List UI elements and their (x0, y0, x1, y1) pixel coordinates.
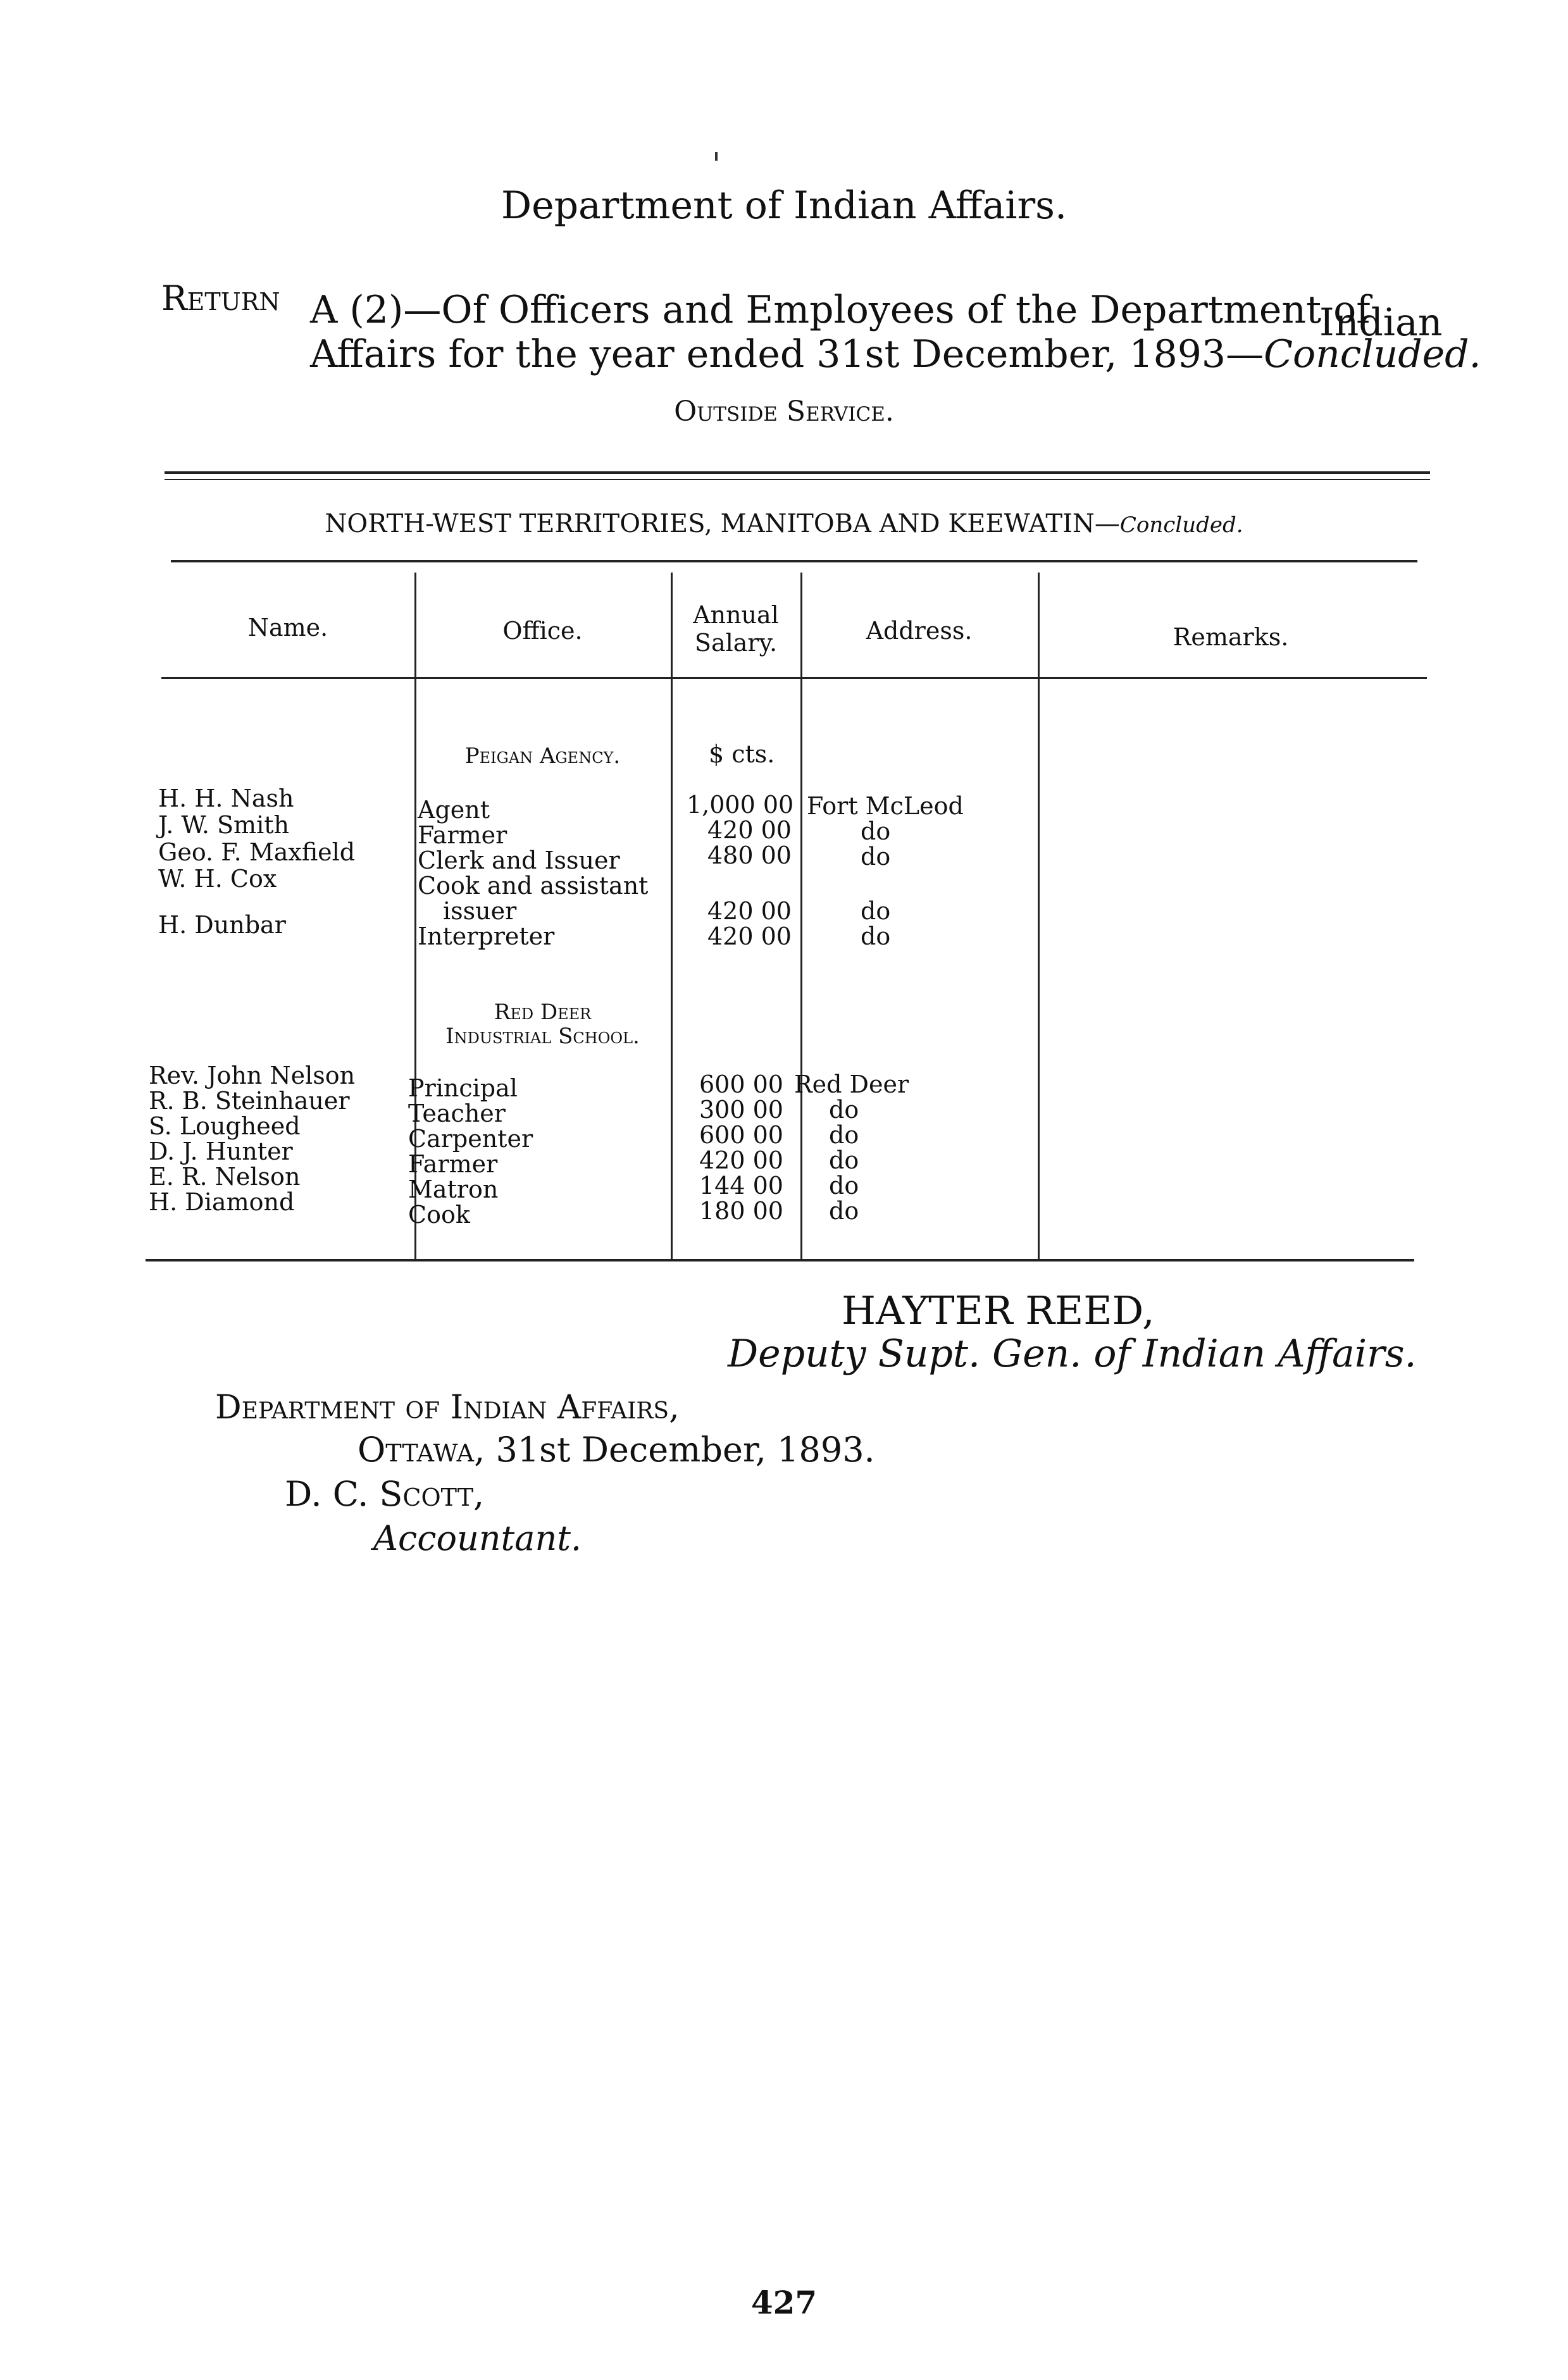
group-title-red-deer-school: Industrial School. (445, 1024, 640, 1049)
table-row-address: do (861, 817, 891, 845)
top-rule (165, 471, 1430, 474)
speck-mark (715, 152, 718, 161)
header-remarks: Remarks. (1173, 623, 1289, 651)
table-row-salary: 300 00 (699, 1096, 783, 1124)
table-row-salary: 600 00 (699, 1121, 783, 1149)
footer-department: Department of Indian Affairs, (215, 1389, 680, 1427)
table-row-address: do (829, 1172, 859, 1199)
page-title: Department of Indian Affairs. (501, 183, 1067, 228)
table-row-name: J. W. Smith (158, 811, 289, 839)
table-row-office: Cook and assistant (418, 872, 649, 900)
table-row-name: H. H. Nash (158, 784, 294, 812)
header-name: Name. (247, 614, 328, 641)
section-heading: Outside Service. (674, 395, 894, 428)
table-row-office: Farmer (418, 821, 507, 849)
table-row-address: Fort McLeod (807, 792, 964, 820)
region-heading (0, 509, 1568, 538)
return-line-1-tail: Indian (1319, 301, 1443, 345)
table-row-office: Clerk and Issuer (418, 846, 620, 874)
table-row-salary: 180 00 (699, 1197, 783, 1225)
table-row-name: Geo. F. Maxfield (158, 838, 356, 866)
group-title-red-deer: Red Deer (494, 1000, 592, 1025)
table-row-address: do (829, 1121, 859, 1149)
signature-name: HAYTER REED, (842, 1287, 1155, 1334)
region-rule (171, 560, 1417, 562)
table-row-address: do (829, 1146, 859, 1174)
footer-accountant-name: D. C. Scott, (285, 1474, 485, 1514)
table-row-salary: 144 00 (699, 1172, 783, 1199)
table-row-salary: 420 00 (707, 816, 792, 844)
group-title-peigan: Peigan Agency. (464, 743, 621, 769)
col-line-4 (1038, 573, 1040, 1259)
table-row-name: W. H. Cox (158, 865, 277, 893)
table-row-name: R. B. Steinhauer (149, 1087, 350, 1115)
currency-label: $ cts. (709, 740, 775, 768)
table-row-salary: 420 00 (707, 897, 792, 925)
top-rule-thin (165, 479, 1430, 480)
table-row-name: S. Lougheed (149, 1112, 301, 1140)
header-salary: Annual Salary. (693, 601, 779, 657)
col-line-3 (800, 573, 802, 1259)
footer-city: Ottawa, (358, 1430, 485, 1470)
footer-date: 31st December, 1893. (495, 1430, 875, 1470)
table-row-name: H. Diamond (149, 1188, 295, 1216)
col-line-2 (671, 573, 673, 1259)
table-row-name: E. R. Nelson (149, 1163, 301, 1191)
table-row-salary: 420 00 (699, 1146, 783, 1174)
table-row-salary: 600 00 (699, 1070, 783, 1098)
region-italic: Concluded. (1119, 512, 1243, 538)
return-line-2-text: Affairs for the year ended 31st December, 1893— (310, 332, 1264, 376)
table-row-office: Matron (408, 1175, 499, 1203)
table-row-address: do (861, 843, 891, 871)
table-row-office: Cook (408, 1201, 470, 1229)
return-line-2-italic: Concluded. (1264, 332, 1481, 376)
page-number: 427 (750, 2284, 818, 2321)
table-row-office: Principal (408, 1074, 518, 1102)
header-office: Office. (502, 617, 583, 645)
table-row-address: do (829, 1096, 859, 1124)
table-row-address: do (861, 897, 891, 925)
footer-place-date (358, 1430, 875, 1470)
table-row-office: Teacher (408, 1100, 506, 1127)
return-lead: Return (161, 278, 280, 318)
table-row-salary: 1,000 00 (687, 791, 794, 819)
table-row-name: Rev. John Nelson (149, 1062, 356, 1089)
footer-accountant-title: Accountant. (373, 1518, 582, 1558)
table-row-salary: 480 00 (707, 841, 792, 869)
table-row-office-cont: issuer (443, 897, 517, 925)
table-row-address: Red Deer (794, 1070, 909, 1098)
table-row-address: do (829, 1197, 859, 1225)
region-text: NORTH-WEST TERRITORIES, MANITOBA AND KEEWATIN— (325, 509, 1120, 538)
table-row-office: Agent (418, 796, 490, 824)
header-rule (161, 677, 1427, 679)
table-row-office: Farmer (408, 1150, 498, 1178)
table-row-address: do (861, 922, 891, 950)
signature-title: Deputy Supt. Gen. of Indian Affairs. (728, 1332, 1417, 1376)
table-row-salary: 420 00 (707, 922, 792, 950)
table-row-office: Interpreter (418, 922, 555, 950)
table-row-name: H. Dunbar (158, 911, 286, 939)
table-row-office: Carpenter (408, 1125, 533, 1153)
return-line-1: A (2)—Of Officers and Employees of the Department of (310, 288, 1371, 332)
return-line-2 (310, 332, 1481, 376)
table-row-name: D. J. Hunter (149, 1137, 293, 1165)
header-address: Address. (866, 617, 973, 645)
table-bottom-rule (146, 1259, 1414, 1261)
